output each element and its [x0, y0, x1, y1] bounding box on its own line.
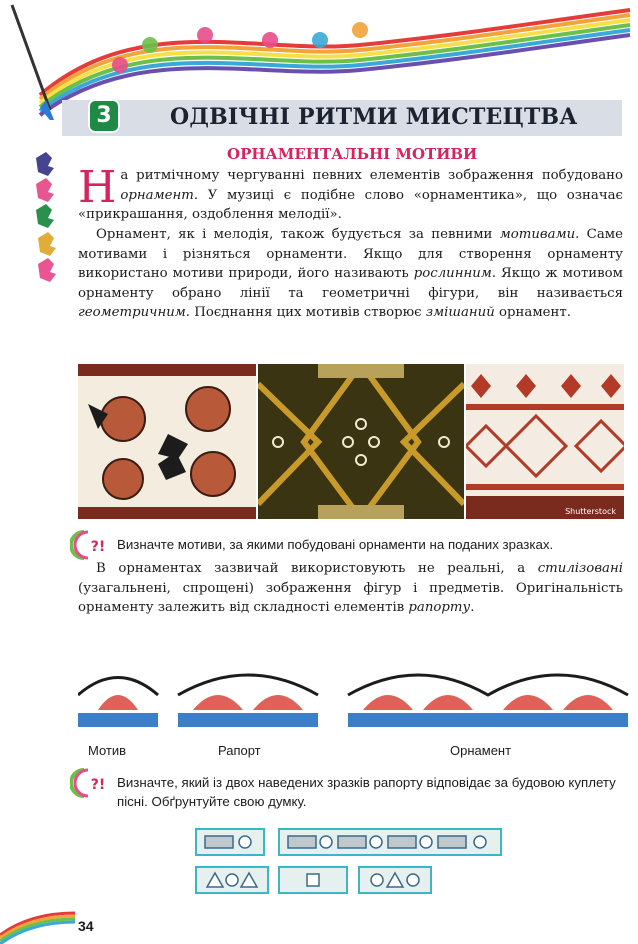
paragraph-3: В орнаментах зазвичай використовують не реальні, а стилізовані (узагальнені, спрощені) зображення фігур і предметів. Оригінальність орнаменту залежить від складності елементів рапорту. — [78, 561, 623, 616]
question-1-text: Визначте мотиви, за якими побудовані орнаменти на поданих зразках. — [117, 537, 554, 552]
circle-triangle-pattern — [360, 868, 430, 892]
square-circle-pattern — [197, 830, 263, 854]
chapter-title: ОДВІЧНІ РИТМИ МИСТЕЦТВА — [170, 104, 578, 130]
rainbow-footer — [0, 905, 75, 944]
section-title: ОРНАМЕНТАЛЬНІ МОТИВИ — [227, 145, 478, 163]
floral-embroidery-image — [78, 364, 256, 519]
pattern-box-d — [278, 866, 348, 894]
pattern-box-b — [278, 828, 502, 856]
question-icon-2 — [70, 768, 114, 798]
caption-ornament: Орнамент — [450, 743, 512, 758]
paragraph-2: Орнамент, як і мелодія, також будується за певними мотивами. Саме мотивами і різняться орнаменти. Якщо для створення орнаменту використано мотиви природи, його називають рослинним. Якщо ж мотивом орнаменту обрано лінії та геометричні фігури, він називається геометричним. Поєднання цих мотивів створює змішаний орнамент. — [78, 227, 624, 321]
hands-decoration — [28, 150, 68, 290]
pattern-box-a — [195, 828, 265, 856]
question-icon — [70, 530, 114, 560]
pattern-box-e — [358, 866, 432, 894]
triangle-circle-pattern — [197, 868, 267, 892]
motif-figure — [78, 678, 158, 728]
image-credit: Shutterstock — [565, 507, 616, 516]
paragraph-1: На ритмічному чергуванні певних елементів зображення побудовано орнамент. У музиці є подібне слово «орнаментика», що означає «прикрашання, оздоблення мелодії». — [78, 162, 623, 223]
drop-cap: Н — [78, 162, 117, 213]
mixed-embroidery-image — [466, 364, 624, 519]
ornament-figure — [348, 675, 628, 727]
ornament-illustrations — [78, 655, 630, 735]
caption-raport: Рапорт — [218, 743, 261, 758]
svg-text:?!: ?! — [90, 777, 106, 793]
pattern-box-c — [195, 866, 269, 894]
question-2-text: Визначте, який із двох наведених зразків рапорту відповідає за будовою куплету пісні. Обґрунтуйте свою думку. — [117, 775, 616, 809]
caption-motiv: Мотив — [88, 743, 127, 758]
square-pattern — [280, 868, 346, 892]
page-number: 34 — [78, 918, 94, 934]
geometric-embroidery-image — [258, 364, 464, 519]
chapter-number: 3 — [88, 99, 120, 133]
rect-circle-sequence — [280, 830, 500, 854]
raport-figure — [178, 675, 318, 727]
svg-text:?!: ?! — [90, 539, 106, 555]
